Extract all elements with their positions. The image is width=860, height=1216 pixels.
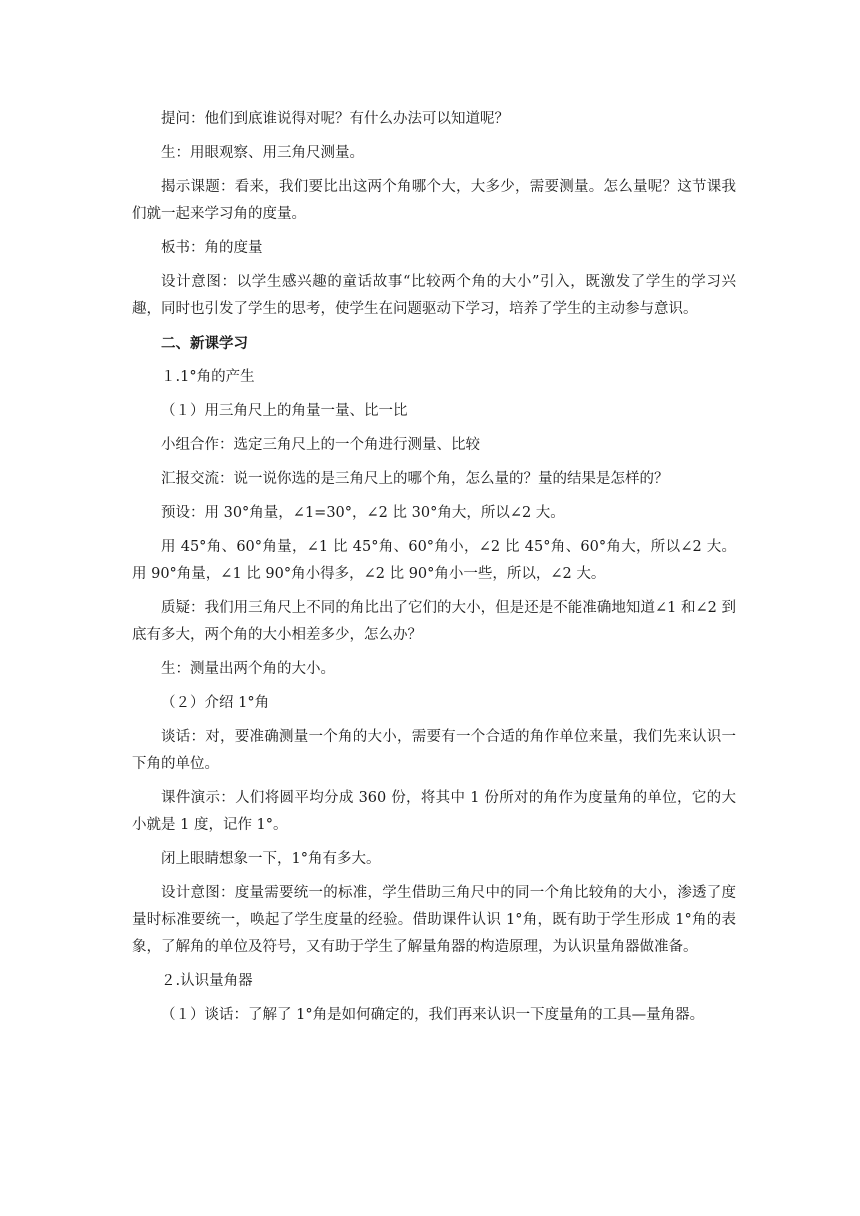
paragraph-45-60-90: 用 45°角、60°角量，∠1 比 45°角、60°角小，∠2 比 45°角、60°角大，所以∠2 大。用 90°角量，∠1 比 90°角小得多，∠2 比 90°角小一些，所以，∠2 大。 — [132, 539, 736, 582]
subheading-one-degree: １.1°角的产生 — [161, 369, 255, 385]
step-measure-compare: （１）用三角尺上的角量一量、比一比 — [161, 403, 408, 419]
paragraph-blackboard: 板书：角的度量 — [161, 240, 263, 256]
step-talk-protractor: （１）谈话：了解了 1°角是如何确定的，我们再来认识一下度量角的工具—量角器。 — [161, 1007, 705, 1023]
paragraph-talk-unit: 谈话：对，要准确测量一个角的大小，需要有一个合适的角作单位来量，我们先来认识一下角的单位。 — [132, 729, 736, 772]
paragraph-group-work: 小组合作：选定三角尺上的一个角进行测量、比较 — [161, 437, 480, 453]
paragraph-courseware-demo: 课件演示：人们将圆平均分成 360 份，将其中 1 份所对的角作为度量角的单位，它的大小就是 1 度，记作 1°。 — [132, 790, 736, 833]
document-page — [132, 106, 736, 1036]
subheading-protractor: ２.认识量角器 — [161, 973, 253, 989]
paragraph-imagine: 闭上眼睛想象一下，1°角有多大。 — [161, 851, 381, 867]
section-heading-new-lesson: 二、新课学习 — [161, 335, 248, 352]
paragraph-question: 提问：他们到底谁说得对呢？有什么办法可以知道呢？ — [161, 111, 509, 127]
paragraph-reveal-topic: 揭示课题：看来，我们要比出这两个角哪个大，大多少，需要测量。怎么量呢？这节课我们就一起来学习角的度量。 — [132, 179, 736, 222]
paragraph-student-measure: 生：测量出两个角的大小。 — [161, 661, 335, 677]
paragraph-report: 汇报交流：说一说你选的是三角尺上的哪个角，怎么量的？量的结果是怎样的？ — [161, 471, 669, 487]
paragraph-design-intent-2: 设计意图：度量需要统一的标准，学生借助三角尺中的同一个角比较角的大小，渗透了度量时标准要统一，唤起了学生度量的经验。借助课件认识 1°角，既有助于学生形成 1°角的表象，了解角的单位及符号，又有助于学生了解量角器的构造原理，为认识量角器做准备。 — [132, 885, 736, 955]
paragraph-doubt: 质疑：我们用三角尺上不同的角比出了它们的大小，但是还是不能准确地知道∠1 和∠2 到底有多大，两个角的大小相差多少，怎么办？ — [132, 600, 736, 643]
paragraph-student-answer: 生：用眼观察、用三角尺测量。 — [161, 145, 364, 161]
paragraph-preset: 预设：用 30°角量，∠1=30°，∠2 比 30°角大，所以∠2 大。 — [161, 505, 565, 521]
paragraph-design-intent-1: 设计意图：以学生感兴趣的童话故事“比较两个角的大小”引入，既激发了学生的学习兴趣，同时也引发了学生的思考，使学生在问题驱动下学习，培养了学生的主动参与意识。 — [132, 274, 736, 317]
step-introduce-one-degree: （２）介绍 1°角 — [161, 695, 270, 711]
